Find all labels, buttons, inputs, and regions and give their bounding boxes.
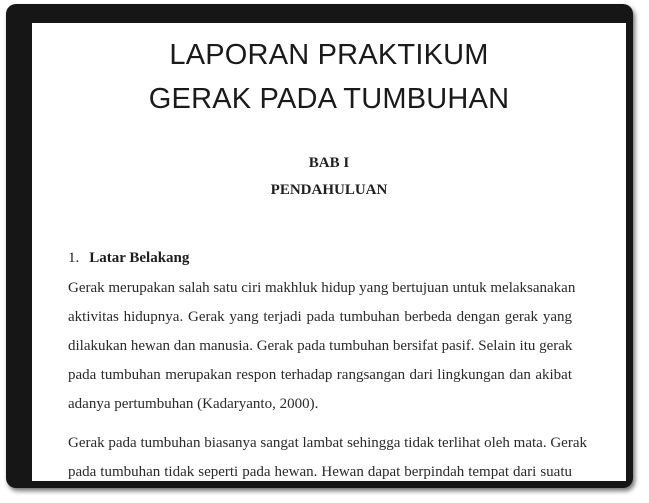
section-heading — [68, 250, 189, 267]
document-frame — [6, 4, 633, 488]
paragraph-line: Gerak merupakan salah satu ciri makhluk hidup yang bertujuan untuk melaksanakan — [68, 280, 576, 296]
paragraph-2 — [68, 433, 587, 481]
paragraph-line: adanya pertumbuhan (Kadaryanto, 2000). — [68, 396, 319, 412]
paragraph-line: pada tumbuhan merupakan respon terhadap rangsangan dari lingkungan dan akibat — [68, 367, 572, 383]
paragraph-line: pada tumbuhan tidak seperti pada hewan. Hewan dapat berpindah tempat dari suatu — [68, 464, 572, 480]
section-title: Latar Belakang — [89, 250, 190, 266]
paragraph-line: Gerak pada tumbuhan biasanya sangat lambat sehingga tidak terlihat oleh mata. Gerak — [68, 435, 587, 451]
section-number: 1. — [68, 250, 80, 266]
paragraph-line: aktivitas hidupnya. Gerak yang terjadi pada tumbuhan berbeda dengan gerak yang — [68, 309, 572, 325]
paragraph-1 — [68, 278, 576, 423]
chapter-number: BAB I — [308, 155, 350, 171]
report-title-line-2: GERAK PADA TUMBUHAN — [148, 83, 510, 115]
document-page — [32, 23, 626, 481]
paragraph-line: dilakukan hewan dan manusia. Gerak pada tumbuhan bersifat pasif. Selain itu gerak — [68, 338, 573, 354]
chapter-title: PENDAHULUAN — [270, 182, 388, 198]
report-title-line-1: LAPORAN PRAKTIKUM — [169, 39, 489, 71]
